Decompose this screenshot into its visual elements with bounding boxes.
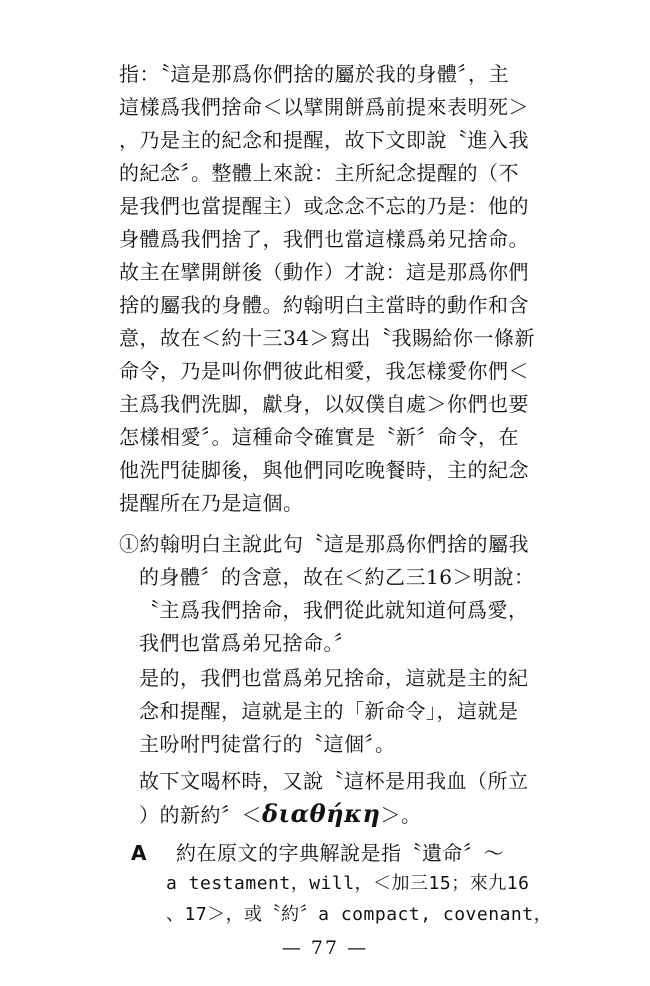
- point1-line-1: ①約翰明白主說此句〝這是那爲你們捨的屬我: [119, 532, 529, 556]
- point1-line-4: 我們也當爲弟兄捨命。〞: [139, 631, 355, 655]
- body-line-1: 指：〝這是那爲你們捨的屬於我的身體〞，主: [119, 62, 509, 86]
- greek-word-diatheke: διαθήκη: [262, 799, 381, 828]
- body-line-14: 提醒所在乃是這個。: [119, 491, 304, 515]
- latin-line-1: a testament，will，＜加三15；來九16: [166, 873, 530, 894]
- body-line-12: 怎樣相愛〞。這種命令確實是〝新〞命令，在: [119, 425, 519, 449]
- latin-line-2: 、17＞，或〝約〞a compact, covenant，: [166, 904, 553, 925]
- point1-line-3: 〝主爲我們捨命，我們從此就知道何爲愛，: [139, 598, 529, 622]
- body-line-13: 他洗門徒脚後，與他們同吃晚餐時，主的紀念: [119, 458, 529, 482]
- point1-line-7: 主吩咐門徒當行的〝這個〞。: [139, 732, 396, 756]
- point1-line-2: 的身體〞的含意，故在＜約乙三16＞明說：: [139, 565, 535, 589]
- point-a-line: 約在原文的字典解說是指〝遺命〞～: [176, 841, 504, 865]
- covenant-line: [139, 801, 421, 828]
- point1-line-6: 念和提醒，這就是主的「新命令」，這就是: [139, 699, 519, 723]
- body-line-4: 的紀念〞。整體上來說：主所紀念提醒的（不: [119, 161, 519, 185]
- body-line-2: 這樣爲我們捨命＜以擘開餅爲前提來表明死＞: [119, 95, 529, 119]
- body-line-3: ，乃是主的紀念和提醒，故下文即說〝進入我: [119, 128, 529, 152]
- page-number: — 77 —: [281, 937, 369, 959]
- body-line-9: 意，故在＜約十三34＞寫出〝我賜給你一條新: [119, 326, 535, 350]
- body-line-8: 捨的屬我的身體。約翰明白主當時的動作和含: [119, 293, 529, 317]
- point1-line-5: 是的，我們也當爲弟兄捨命，這就是主的紀: [139, 666, 529, 690]
- point-a-marker: Α: [131, 841, 147, 865]
- body-line-11: 主爲我們洗脚，獻身，以奴僕自處＞你們也要: [119, 392, 529, 416]
- body-line-10: 命令，乃是叫你們彼此相愛，我怎樣愛你們＜: [119, 359, 529, 383]
- body-line-6: 身體爲我們捨了，我們也當這樣爲弟兄捨命。: [119, 227, 529, 251]
- body-line-5: 是我們也當提醒主）或念念不忘的乃是：他的: [119, 194, 529, 218]
- covenant-line-prefix: ）的新約〞＜: [139, 803, 262, 827]
- body-line-7: 故主在擘開餅後（動作）才說：這是那爲你們: [119, 260, 529, 284]
- point1-line-8: 故下文喝杯時，又說〝這杯是用我血（所立: [139, 769, 529, 793]
- covenant-line-suffix: ＞。: [380, 803, 422, 827]
